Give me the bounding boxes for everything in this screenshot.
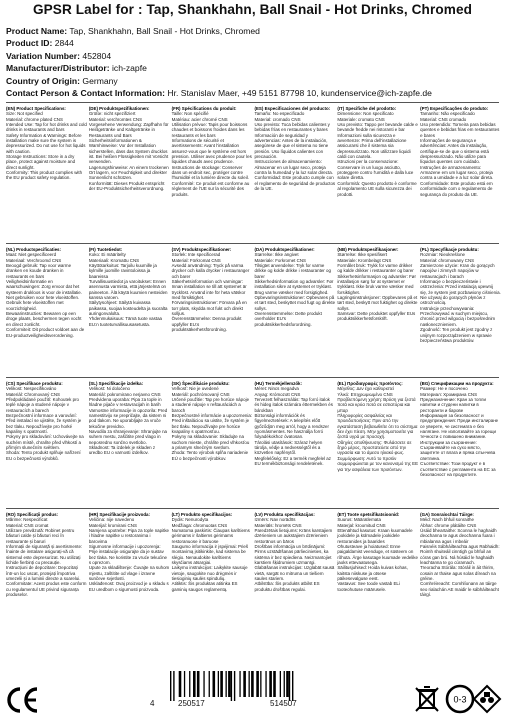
- spec-text: Taille: Non spécifié Matériau: acier chromé CNS Utilisation prévue: Tapis pour boissons chaudes et boissons froides dans les restaurants et les bars Informations de sécurité et avertissements: Avant l'installation assurez-vous que le système est hors pression. Utiliser avec prudence pour les liquides chauds avec prudence. Instructions de stockage: Conserver dans un endroit sec, protéger contre l'humidité et la lumière directe du soleil. Conformité: Ce produit est conforme au règlement de l'UE sur la sécurité des produits.: [171, 111, 252, 197]
- barcode-bar: [256, 671, 259, 697]
- spec-text: Koko: Ei määritelty Materiaali: Kromattu CNS Käyttötarkoitus: Tarjoilu kuumille ja kylmille juomille ravintoloissa ja baareissa Turvallisuustiedot ja varoitukset: Ennen asennusta varmista, että järjestelmä on paineeton. Älä käytä kuumien nesteiden kanssa varoen. Säilytysohjeet: Säilytä kuivassa paikassa, suojaa kosteudelta ja suoralta auringonvalolta. Yhdenmukaisuus: Tämä tuote vastaa EU:n tuoteturvallisuusasetusta.: [88, 252, 168, 327]
- spec-column: [89, 247, 170, 374]
- barcode-bar: [184, 671, 185, 697]
- spec-column: [420, 381, 501, 505]
- spec-heading: (BG) Спецификации на продукта:: [420, 381, 494, 386]
- spec-heading: (EN) Product Specifications:: [6, 106, 66, 111]
- barcode-bar: [170, 671, 171, 701]
- info-variation-number: Variation Number: 452804: [6, 50, 112, 61]
- spec-heading: (DE) Produktspezifikationen:: [88, 106, 150, 111]
- barcode-digits-right: 514507: [270, 699, 297, 708]
- spec-text: Μέγεθος: Δεν έχει καθοριστεί Υλικό: Επιχρωμιωμένο CNS Προβλεπόμενη χρήση: Βρύση για ζεστά ποτά και κρύα ποτά σε εστιατόρια και μπαρ Πληροφορίες ασφαλείας και προειδοποιήσεις: Πριν από την εγκατάσταση βεβαιωθείτε ότι το σύστημα δεν έχει πίεση. Μην χρησιμοποιείτε για ζεστά υγρά με προσοχή. Οδηγίες αποθήκευσης: Φυλάσσετε σε ξηρό μέρος, προστατεύετε από την υγρασία και το άμεσο ηλιακό φως. Συμμόρφωση: Αυτό το προϊόν συμμορφώνεται με τον κανονισμό της ΕΕ για την ασφάλεια των προϊόντων.: [337, 386, 419, 472]
- barcode-bar: [220, 671, 223, 697]
- info-product-name: Product Name: Tap, Shankhahn, Ball Snail - Hot Drinks, Chromed: [6, 26, 260, 36]
- barcode-bar: [265, 671, 266, 697]
- spec-text: Izmērs: Nav norādīts Materiāls: hromēts CNS Paredzētais lietojums: Krāns karstajiem dzērieniem un aukstajiem dzērieniem restorānos un bāros Drošības informācija un brīdinājumi: Pirms uzstādīšanas pārliecinieties, ka sistēma ir bez spiediena. Neizmantojiet karstiem šķidrumiem uzmanīgi. Glabāšanas instrukcijas: Uzglabāt sausā vietā, sargāt no mitruma un tiešiem saules stariem. Atbilstība: Šis produkts atbilst ES produktu drošības regulai.: [254, 517, 335, 592]
- spec-column: [254, 381, 335, 505]
- spec-column: [6, 512, 87, 669]
- spec-heading: (SV) Produktspecifikationer:: [171, 247, 232, 252]
- spec-column: [172, 512, 253, 669]
- spec-heading: (LT) Produkto specifikacijos:: [171, 512, 233, 517]
- spec-column: [337, 247, 418, 374]
- spec-heading: (RO) Specificații produs:: [6, 512, 59, 517]
- barcode-bar: [269, 671, 272, 697]
- ce-mark-icon: [6, 685, 40, 715]
- spec-column: [337, 106, 418, 240]
- barcode-bar: [280, 671, 281, 697]
- barcode-bar: [197, 671, 200, 697]
- recycling-code: 0-3: [453, 694, 467, 705]
- barcode-bar: [284, 671, 285, 697]
- barcode-bar: [203, 671, 204, 697]
- spec-heading: (NL) Productspecificaties:: [6, 247, 61, 252]
- spec-heading: (ET) Toote spetsifikatsioonid:: [337, 512, 400, 517]
- bin-disposal-icon: [412, 684, 442, 714]
- barcode-bar: [189, 671, 190, 697]
- info-manufacturer: Manufacturer/Distributor: ich-zapfe: [6, 63, 147, 74]
- spec-heading: (IT) Specifiche del prodotto:: [337, 106, 397, 111]
- spec-column: [420, 512, 501, 669]
- info-country: Country of Origin: Germany: [6, 75, 118, 86]
- info-contact: Contact Person & Contact Information: Hr. Stanislav Maer, +49 5151 87798 10, kundenservice@ich-zapfe.de: [6, 88, 432, 99]
- spec-heading: (FR) Spécifications du produit:: [171, 106, 237, 111]
- barcode-bar: [234, 671, 235, 701]
- spec-text: Størrelse: Ikke spesifisert Materiale: Krombelagt CNS Formålet bruk: Trykk for varme drikker og kalde drikker i restauranter og barer Sikkerhetsinformasjon og advarsler: Før installasjon sørg for at systemet er trykkløst. Ikke bruk varme væsker med forsiktighet. Lagringsinstruksjoner: Oppbevares på et tørt sted, beskytt mot fuktighet og direkte sollys. Samsvar: Dette produktet oppfyller EUs produktsikkerhetsforskrift.: [337, 252, 418, 322]
- barcode-bar: [218, 671, 219, 697]
- chemical-icon: [472, 684, 502, 714]
- spec-text: Suurus: Määratlemata Materjal: kroomitud CNS Ettenähtud kasutus: Kraan kuumadele jookidele ja külmadele jookidele restoranides ja baarides Ohutusteave ja hoiatused: Enne paigaldamist veenduge, et süsteem on rõhuta. Ärge kasutage kuumade vedelike jaoks ettevaatusega. Säilitusjuhised: Hoida kuivas kohas, kaitsta niiskuse ja otsese päikesevalguse eest. Vastavus: See toode vastab ELi tooteohutuse määrusele.: [337, 517, 418, 592]
- barcode-bar: [193, 671, 196, 697]
- divider: [6, 508, 499, 509]
- barcode: [148, 671, 368, 701]
- barcode-bar: [292, 671, 293, 701]
- spec-text: Storlek: Inte specificerad Material: Förkromat CNS Avsedd användning: Tryck på varma drycker och kalla drycker i restauranger och barer Säkerhetsinformation och varningar: Innan installation se till att systemet är trycklöst. Använd inte för heta vätskor med försiktighet. Förvaringsinstruktioner: Förvara på en torr plats, skydda mot fukt och direkt solljus. Överensstämmelse: Denna produkt uppfyller EU:s produktsäkerhetsförordning.: [171, 252, 250, 333]
- spec-heading: (HR) Specifikacije proizvoda:: [88, 512, 150, 517]
- spec-heading: (GA) Sonraíochtaí Táirge:: [420, 512, 474, 517]
- spec-text: Maat: Niet gespecificeerd Materiaal: Verchroomd CNS Beoogd gebruik: Tap voor warme dranken en koude dranken in restaurants en bars Veiligheidsinformatie en waarschuwingen: Zorg ervoor dat het systeem drukloos is voor de installatie. Niet gebruiken voor hete vloeistoffen. Gebruik hete vloeistoffen met voorzichtigheid. Bewaarinstructies: Bewaren op een droge plaats, beschermen tegen vocht en direct zonlicht. Conformiteit: Dit product voldoet aan de EU-productveiligheidsverordening.: [6, 252, 85, 338]
- barcode-bar: [209, 671, 210, 697]
- spec-heading: (PL) Specyfikacje produktu:: [420, 247, 479, 252]
- spec-heading: (NB) Produktspesifikasjoner:: [337, 247, 399, 252]
- barcode-bar: [228, 671, 231, 697]
- barcode-bar: [289, 671, 290, 701]
- spec-column: [337, 512, 418, 669]
- spec-text: Size: Not specified Material: chrome plated CNS Intended Use: Tap for hot drinks and cold drinks in restaurants and bars Safety Information & Warnings: Before installation make sure the system is depressurized. Do not use for hot liquids with caution. Storage Instructions: Store in a dry place, protect against moisture and direct sunlight. Conformity: This product complies with the EU product safety regulation.: [6, 111, 87, 181]
- spec-column: [337, 381, 418, 505]
- spec-text: Velikost: Ni določeno Materiál: pokromirano nerjavno CNS Predvidena uporaba: Pipa za tople in hladne pijače v restavracijah in barih Varnostne informacije in opozorila: Pred namestitvijo se prepričajte, da sistem ni pod tlakom. Ne uporabljajte za vroče tekočine previdno. Navodila za shranjevanje: Shranjujte na suhem mestu, zaščitite pred vlago in neposredno sončno svetlobo. Skladnost: Ta izdelek je skladen z uredbo EU o varnosti izdelkov.: [88, 386, 168, 456]
- barcode-bar: [231, 671, 232, 701]
- spec-column: [89, 381, 170, 505]
- spec-heading: (FI) Tuotetiedot:: [88, 247, 123, 252]
- spec-band-1: [6, 106, 501, 240]
- barcode-bar: [173, 671, 174, 701]
- barcode-bar: [179, 671, 182, 697]
- recycling-icon: [445, 684, 475, 714]
- barcode-bar: [239, 671, 240, 697]
- divider: [6, 377, 499, 378]
- divider: [6, 243, 499, 244]
- spec-column: [6, 247, 87, 374]
- info-product-id: Product ID: 2844: [6, 38, 74, 49]
- spec-column: [89, 512, 170, 669]
- spec-text: Velikost: Nespecifikováno Materiál: Chromovaný CNS Předpokládané použití: Kohoutek pro teplé nápoje a studené nápoje v restauracích a barech Bezpečnostní informace a varování: Před instalací se ujistěte, že systém je bez tlaku. Nepoužívejte pro horké kapaliny s opatrností. Pokyny pro skladování: Uchovávejte na suchém místě, chraňte před vlhkostí a přímým slunečním světlem. Shoda: Tento produkt splňuje nařízení EU o bezpečnosti výrobků.: [6, 386, 84, 461]
- barcode-bar: [213, 671, 216, 697]
- barcode-digits-left: 250517: [178, 699, 205, 708]
- spec-band-3: [6, 381, 501, 505]
- spec-heading: (DA) Produktspecifikationer:: [254, 247, 315, 252]
- barcode-digit-lead: 4: [150, 699, 155, 708]
- spec-heading: (LV) Produkta specifikācijas:: [254, 512, 315, 517]
- spec-heading: (HU) Termékjellemzők:: [254, 381, 302, 386]
- barcode-bar: [260, 671, 261, 697]
- spec-column: [89, 106, 170, 240]
- spec-heading: (SL) Specifikacije izdelka:: [88, 381, 144, 386]
- spec-text: Размер: Не е посочено Материал: Хромирана CNS Предназначение: Кран за топли напитки и студени напитки в ресторанти и барове Информация за безопасност и предупреждения: Преди инсталиране се уверете, че системата е без налягане. Не използвайте за горещи течности с повишено внимание. Инструкции за съхранение: Съхранявайте на сухо място, защитете от влага и пряка слънчева светлина. Съответствие: Този продукт е в съответствие с регламента на ЕС за безопасност на продуктите.: [420, 386, 499, 477]
- spec-column: [172, 247, 253, 374]
- spec-text: Mărime: Nespecificat Material: CNS cromat Utilizare prevăzută: Robinet pentru băuturi calde și băuturi reci în restaurante și baruri Informații de siguranță și avertismente: Înainte de instalare asigurați-vă că sistemul este depresurizat. Nu utilizați lichide fierbinți cu precauție. Instrucțiuni de depozitare: Depozitați într-un loc uscat, protejați împotriva umezelii și a luminii directe a soarelui. Conformitate: Acest produs este conform cu regulamentul UE privind siguranța produselor.: [6, 517, 87, 598]
- spec-text: Rozmiar: Nieokreślone Materiał: chromowany CNS Zamierzone użycie: Kran do gorących napojów i zimnych napojów w restauracjach i barach Informacje o bezpieczeństwie i ostrzeżenia: Przed instalacją upewnij się, że system jest pozbawiony ciśnienia. Nie używaj do gorących płynów z ostrożnością. Instrukcje przechowywania: Przechowywać w suchym miejscu, chronić przed wilgocią i bezpośrednim nasłonecznieniem. Zgodność: Ten produkt jest zgodny z unijnym rozporządzeniem w sprawie bezpieczeństwa produktów.: [420, 252, 501, 343]
- spec-heading: (PT) Especificações do produto:: [420, 106, 489, 111]
- spec-heading: (EL) Προδιαγραφές προϊόντος:: [337, 381, 403, 386]
- spec-column: [172, 381, 253, 505]
- spec-text: Méret: Nincs megadva Anyag: Krómozott CNS Tervezett felhasználás: Tap forró italok és hideg italok számára éttermekben és bárokban Biztonsági információk és figyelmeztetések: A telepítés előtt győződjön meg arról, hogy a rendszer nyomásmentes. Ne használja forró folyadékokhoz óvatosan. Tárolási utasítások: Száraz helyen tárolja, védje a nedvességtől és a közvetlen napfénytől. Megfelelőség: Ez a termék megfelel az EU termékbiztonsági rendeletének.: [254, 386, 333, 467]
- spec-band-2: [6, 247, 501, 374]
- barcode-bar: [251, 671, 254, 697]
- spec-column: [254, 512, 335, 669]
- spec-text: Dydis: Nenurodyta Medžiaga: chromuotas CNS Numatoma paskirtis: Čiaupas karštiems gėrimams ir šaltiems gėrimams restoranuose ir baruose Saugumo informacija ir įspėjimai: Prieš montavimą įsitikinkite, kad sistema be slėgio. Nenaudokite karštiems skysčiams atsargiai. Laikymo instrukcijos: Laikykite sausoje vietoje, saugokite nuo drėgmės ir tiesioginių saulės spindulių. Atitiktis: Šis produktas atitinka ES gaminių saugos reglamentą.: [171, 517, 250, 592]
- spec-text: Størrelse: Ikke angivet Materiale: Forkromet CNS Tilsigtet anvendelse: Tryk for varme drikke og kolde drikke i restauranter og barer Sikkerhedsinformation og advarsler: Før installation sikre at systemet er trykløst. Brug varme væsker med forsigtighed. Opbevaringsinstruktioner: Opbevares på et tørt sted, beskyttet mod fugt og direkte sollys. Overensstemmelse: Dette produkt overholder EU's produktsikkerhedsforordning.: [254, 252, 336, 327]
- spec-text: Tamaño: No especificado Material: cromado CNS Uso previsto: Toca bebidas calientes y bebidas frías en restaurantes y bares Información de seguridad y advertencias: Antes de la instalación, asegúrese de que el sistema no tiene presión. Uso líquidos calientes con precaución. Instrucciones de almacenamiento: Almacenar en un lugar seco, proteja contra la humedad y la luz solar directa. Conformidad: Este producto cumple con el reglamento de seguridad de productos de la UE.: [254, 111, 336, 192]
- product-info: [6, 25, 501, 99]
- spec-heading: (SK) Špecifikácie produktu:: [171, 381, 230, 386]
- spec-column: [172, 106, 253, 240]
- spec-text: Veľkosť: Nie je uvedené Materiál: pochrómovaný CNS Určené použitie: Tap pre horúce nápoje a studené nápoje v reštauráciách a baroch Bezpečnostné informácie a upozornenia: Pred inštaláciou sa uistite, že systém je bez tlaku. Nepoužívajte pre horúce kvapaliny s opatrnosťou. Pokyny na skladovanie: Skladujte na suchom mieste, chráňte pred vlhkosťou a priamym slnečným svetlom. Zhoda: Tento výrobok spĺňa nariadenie EÚ o bezpečnosti výrobkov.: [171, 386, 253, 461]
- divider: [6, 102, 499, 103]
- spec-heading: (ES) Especificaciones del producto:: [254, 106, 331, 111]
- barcode-bar: [273, 671, 276, 697]
- barcode-bar: [243, 671, 246, 697]
- spec-column: [254, 106, 335, 240]
- spec-column: [6, 106, 87, 240]
- spec-text: Dimensione: Non specificato Materiale: cromato CNS Uso previsto: Tappo per bevande calde e bevande fredde nei ristoranti e bar Informazioni sulla sicurezza e avvertenze: Prima dell'installazione assicurarsi che il sistema sia depressurizzato. Non utilizzare liquidi caldi con cautela. Istruzioni per la conservazione: Conservare in un luogo asciutto, proteggere contro l'umidità e dalla luce solare diretta. Conformità: Questo prodotto è conforme al regolamento UE sulla sicurezza dei prodotti.: [337, 111, 418, 197]
- spec-band-4: [6, 512, 501, 669]
- barcode-bar: [286, 671, 289, 697]
- spec-text: Méid: Nach bhfuil sonraithe Ábhar: chrome plátáilte CNS Úsáid bheartaithe: Sconna le haghaidh deochanna te agus deochanna fuara i mbialanna agus i mbeáir Faisnéis Sábháilteachta agus Rabhaidh: Roimh shuiteáil cinntigh go bhfuil an córas gan brú. Ná húsáid le haghaidh leachtanna te go cúramach. Treoracha Stórála: Stóráil in áit thirim, cosain ar thaise agus solas díreach na gréine. Comhréireacht: Comhlíonann an táirge seo rialachán AE maidir le sábháilteacht táirgí.: [420, 517, 500, 598]
- spec-heading: (CS) Specifikace produktu:: [6, 381, 63, 386]
- spec-text: Tamanho: Não especificado Material: CNS cromado Uso pretendido: Torneira para bebidas quentes e bebidas frias em restaurantes e bares Informações de segurança e advertências: Antes da instalação, certifique-se de que o sistema está despressurizado. Não utilize para líquidos quentes com cuidado. Instruções de armazenamento: Armazene em um lugar seco, proteja contra a umidade e a luz solar direta. Conformidade: Este produto está em conformidade com o regulamento de segurança do produto da UE.: [420, 111, 500, 197]
- spec-text: Größe: nicht spezifiziert Material: verchromtes CNS Vorgesehene Verwendung: Zapfhahn für Heißgetränke und Kaltgetränke in Restaurants und Bars Sicherheitsinformationen & Warnhinweise: Vor der Installation sicherstellen, dass das System drucklos ist. Bei heißen Flüssigkeiten mit Vorsicht verwenden. Lagerungshinweise: An einem trockenen Ort lagern, vor Feuchtigkeit und direkter Sonnenlicht schützen. Konformität: Dieses Produkt entspricht der EU-Produktsicherheitsverordnung.: [88, 111, 169, 192]
- page-title: GPSR Label for : Tap, Shankhahn, Ball Snail - Hot Drinks, Chromed: [32, 2, 473, 17]
- spec-column: [420, 247, 501, 374]
- spec-text: Veličina: nije navedeno Materijal: kromirani CNS Namjena upotrebe: Pipa za tople napitke i hladne napitke u restoranima i barovima Sigurnosne informacije i upozorenja: Prije instalacije osigurajte da je sustav bez tlaka. Ne koristite za vruće tekućine s oprezom. Upute za skladištenje: Čuvajte na suhom mjestu, zaštitite od vlage i izravne sunčeve svjetlosti. Usklađenost: Ovaj proizvod je u skladu s EU uredbom o sigurnosti proizvoda.: [88, 517, 170, 592]
- barcode-bar: [226, 671, 227, 697]
- spec-column: [420, 106, 501, 240]
- spec-column: [254, 247, 335, 374]
- barcode-bar: [249, 671, 250, 697]
- spec-column: [6, 381, 87, 505]
